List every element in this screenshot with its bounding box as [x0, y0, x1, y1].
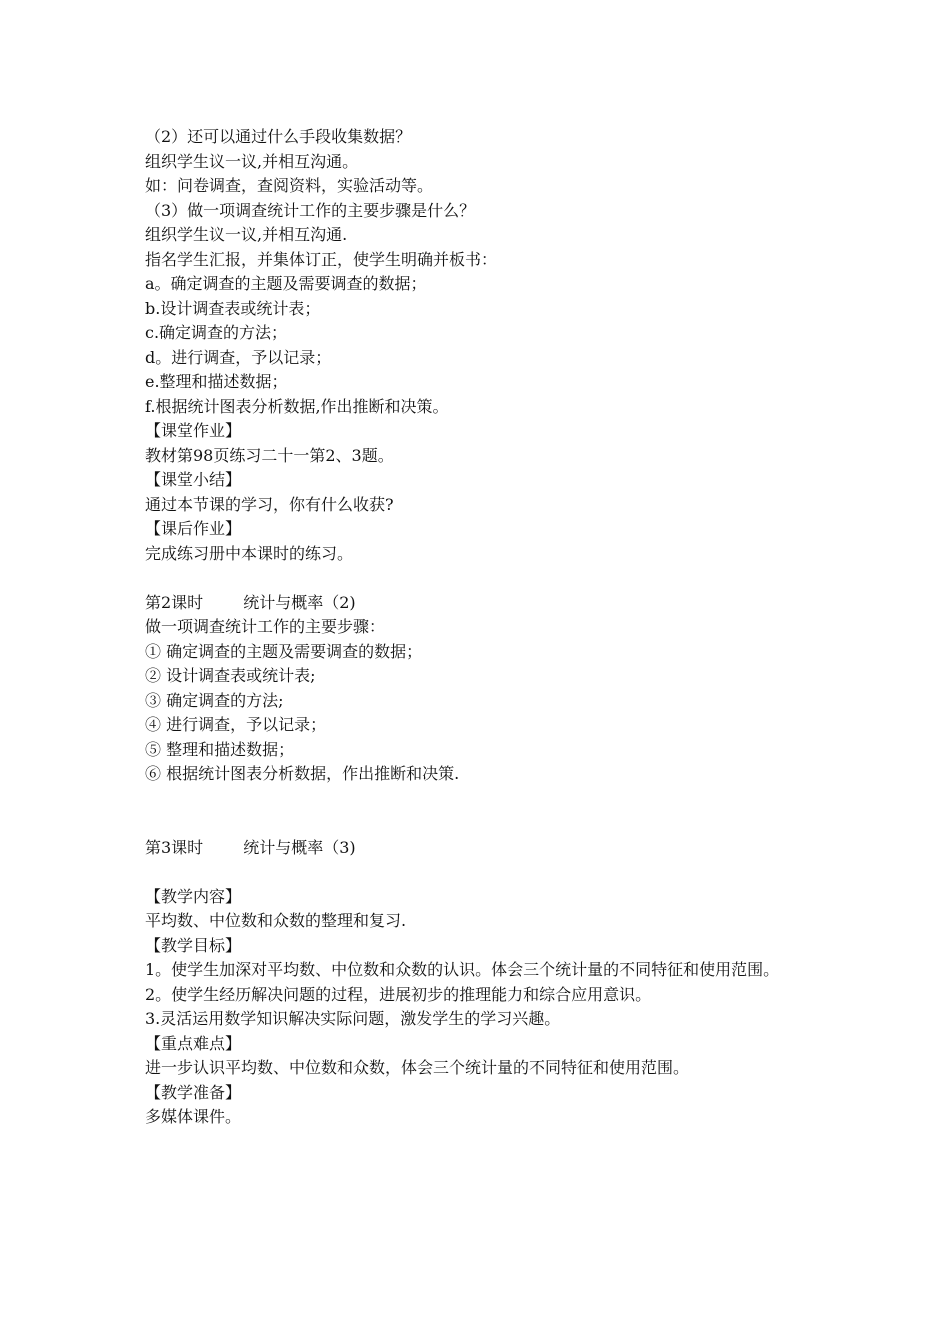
section-header-classwork: 【课堂作业】: [145, 421, 242, 440]
section-header-homework: 【课后作业】: [145, 519, 242, 538]
question-3-line: （3）做一项调查统计工作的主要步骤是什么？: [145, 200, 476, 220]
lesson-3-heading: [145, 836, 805, 861]
section-1: [145, 125, 805, 566]
step-b: b.设计调查表或统计表；: [145, 298, 321, 318]
lesson-2-heading: [145, 591, 805, 616]
classwork-text: 教材第98页练习二十一第2、3题。: [145, 445, 394, 465]
lesson-2-step-2: ② 设计调查表或统计表;: [145, 666, 316, 685]
document-page: [145, 125, 805, 1130]
content-text: 平均数、中位数和众数的整理和复习.: [145, 911, 407, 930]
text-line: 指名学生汇报，并集体订正，使学生明确并板书：: [145, 249, 498, 269]
step-a: a。确定调查的主题及需要调查的数据；: [145, 274, 427, 293]
homework-text: 完成练习册中本课时的练习。: [145, 543, 354, 563]
text-line: 如：问卷调查，查阅资料，实验活动等。: [145, 176, 434, 195]
lesson-2-number: 第2课时: [145, 592, 204, 612]
summary-text: 通过本节课的学习，你有什么收获?: [145, 494, 394, 514]
step-f: f.根据统计图表分析数据,作出推断和决策。: [145, 396, 449, 416]
lesson-2-step-4: ④ 进行调查，予以记录；: [145, 715, 327, 734]
lesson-2-step-3: ③ 确定调查的方法;: [145, 690, 284, 710]
spacer: [145, 566, 805, 591]
goal-1: 1。使学生加深对平均数、中位数和众数的认识。体会三个统计量的不同特征和使用范围。: [145, 960, 780, 979]
text-line: 组织学生议一议,并相互沟通。: [145, 151, 359, 171]
key-points-text: 进一步认识平均数、中位数和众数，体会三个统计量的不同特征和使用范围。: [145, 1058, 690, 1077]
lesson-2-title: 统计与概率（2): [243, 592, 356, 612]
lesson-2-step-6: ⑥ 根据统计图表分析数据，作出推断和决策.: [145, 764, 460, 783]
preparation-text: 多媒体课件。: [145, 1107, 242, 1126]
lesson-2: [145, 591, 805, 787]
lesson-3-number: 第3课时: [145, 837, 204, 857]
step-c: c.确定调查的方法；: [145, 323, 288, 342]
lesson-2-step-1: ① 确定调查的主题及需要调查的数据；: [145, 641, 423, 661]
text-line: 组织学生议一议,并相互沟通.: [145, 225, 348, 244]
section-header-key-points: 【重点难点】: [145, 1033, 242, 1053]
question-2-line: （2）还可以通过什么手段收集数据？: [145, 127, 412, 146]
spacer: [145, 787, 805, 836]
section-header-preparation: 【教学准备】: [145, 1082, 242, 1102]
goal-2: 2。使学生经历解决问题的过程，进展初步的推理能力和综合应用意识。: [145, 984, 652, 1004]
section-header-content: 【教学内容】: [145, 886, 242, 906]
lesson-3: [145, 836, 805, 1130]
spacer: [145, 860, 805, 885]
section-header-summary: 【课堂小结】: [145, 470, 242, 489]
step-e: e.整理和描述数据；: [145, 372, 288, 391]
step-d: d。进行调查，予以记录；: [145, 347, 332, 367]
lesson-2-intro: 做一项调查统计工作的主要步骤：: [145, 617, 386, 636]
goal-3: 3.灵活运用数学知识解决实际问题，激发学生的学习兴趣。: [145, 1009, 561, 1028]
lesson-3-title: 统计与概率（3): [243, 837, 356, 857]
lesson-2-step-5: ⑤ 整理和描述数据；: [145, 739, 295, 759]
section-header-goals: 【教学目标】: [145, 935, 242, 955]
